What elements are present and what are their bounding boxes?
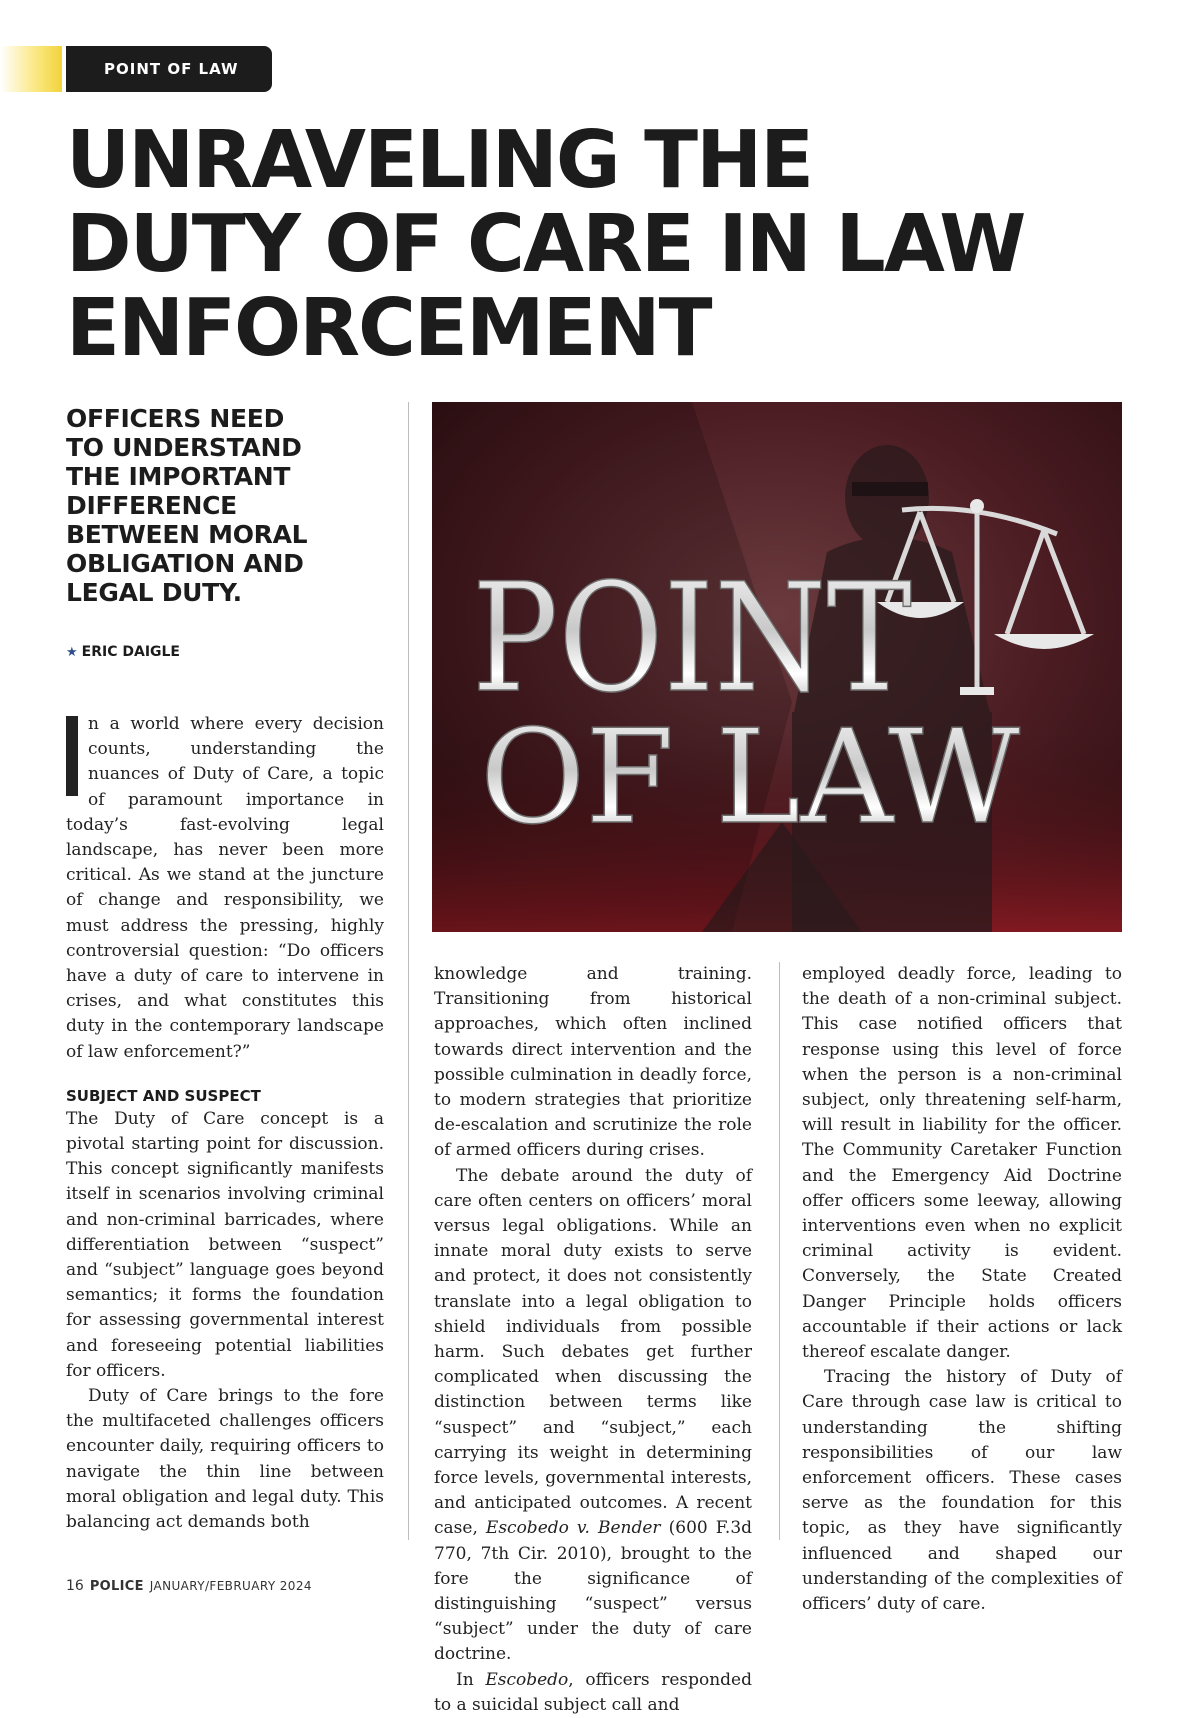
section-label: POINT OF LAW	[66, 46, 272, 92]
deck-line: TO UNDERSTAND	[66, 433, 302, 462]
column-divider	[408, 402, 409, 1540]
article-column-1	[66, 712, 384, 1535]
point-of-law-illustration	[432, 402, 1122, 932]
headline-line: ENFORCEMENT	[66, 282, 711, 374]
column-divider	[779, 962, 780, 1540]
blindfold	[852, 482, 928, 496]
article-column-2	[434, 962, 752, 1718]
headline	[66, 114, 1146, 374]
body-paragraph	[434, 1164, 752, 1668]
star-icon: ★	[66, 645, 78, 660]
intro-text: n a world where every decision counts, understanding the nuances of Duty of Care, a topic of paramount importance in today’s fast-evolving legal landscape, has never been more critical. As we stand at the juncture of change and responsibility, we must address the pressing, highly controversial question: “Do officers have a duty of care to intervene in crises, and what constitutes this duty in the contemporary landscape of law enforcement?”	[66, 714, 384, 1062]
deck-line: THE IMPORTANT	[66, 462, 291, 491]
paragraph-text: In	[456, 1669, 474, 1690]
author-name: ERIC DAIGLE	[81, 644, 180, 660]
body-paragraph: Tracing the history of Duty of Care through case law is critical to understanding the shifting responsibilities of our law enforcement officers. These cases serve as the foundation for this topic, as they have significantly influenced and shaped our understanding of the complexities of officers’ duty of care.	[802, 1367, 1122, 1615]
deck-line: LEGAL DUTY.	[66, 578, 242, 607]
intro-paragraph	[66, 712, 384, 1065]
page-footer	[66, 1578, 312, 1594]
deck-line: OBLIGATION AND	[66, 549, 304, 578]
illustration-art	[432, 402, 1122, 932]
deck	[66, 404, 366, 607]
deck-line: OFFICERS NEED	[66, 404, 285, 433]
body-paragraph-continued: knowledge and training. Transitioning from historical approaches, which often inclined towards direct intervention and the possible culmination in deadly force, to modern strategies that prioritize de-escalation and scrutinize the role of armed officers during crises.	[434, 964, 752, 1161]
case-citation: Escobedo	[485, 1669, 569, 1690]
paragraph-text: The debate around the duty of care often centers on officers’ moral versus legal obligations. While an innate moral duty exists to serve and protect, it does not consistently translate into a legal obligation to shield individuals from possible harm. Such debates get further complicated when discussing the distinction between terms like “suspect” and “subject,” each carrying its weight in determining force levels, governmental interests, and anticipated outcomes. A recent case,	[434, 1165, 752, 1539]
paragraph-text: , officers responded to a suicidal subject call and	[434, 1669, 753, 1715]
magazine-name: POLICE	[89, 1579, 144, 1594]
paragraph-text: (600 F.3d 770, 7th Cir. 2010), brought to the fore the significance of distinguishing “suspect” versus “subject” under the duty of care doctrine.	[434, 1518, 753, 1665]
case-citation: Escobedo v. Bender	[485, 1518, 661, 1539]
deck-line: BETWEEN MORAL	[66, 520, 308, 549]
illustration-title-line-1: POINT	[472, 552, 912, 726]
drop-cap	[66, 716, 78, 796]
page-number: 16	[66, 1578, 84, 1594]
headline-line: DUTY OF CARE IN LAW	[66, 198, 1025, 290]
section-tab-accent	[0, 46, 62, 92]
deck-line: DIFFERENCE	[66, 491, 237, 520]
headline-line: UNRAVELING THE	[66, 114, 813, 206]
byline	[66, 644, 180, 660]
body-paragraph: The Duty of Care concept is a pivotal starting point for discussion. This concept significantly manifests itself in scenarios involving criminal and non-criminal barricades, where differentiation between “suspect” and “subject” language goes beyond semantics; it forms the foundation for assessing governmental interest and foreseeing potential liabilities for officers.	[66, 1108, 384, 1381]
body-paragraph	[434, 1668, 752, 1718]
issue-date: JANUARY/FEBRUARY 2024	[149, 1579, 312, 1593]
illustration-title-line-2: OF LAW	[480, 701, 1021, 853]
subhead: SUBJECT AND SUSPECT	[66, 1086, 261, 1105]
article-column-3	[802, 962, 1122, 1617]
body-paragraph-continued: employed deadly force, leading to the death of a non-criminal subject. This case notified officers that response using this level of force when the person is a non-criminal subject, only threatening self-harm, will result in liability for the officer. The Community Caretaker Function and the Emergency Aid Doctrine offer officers some leeway, allowing interventions even when no explicit criminal activity is evident. Conversely, the State Created Danger Principle holds officers accountable if their actions or lack thereof escalate danger.	[802, 964, 1122, 1363]
body-paragraph: Duty of Care brings to the fore the multifaceted challenges officers encounter daily, requiring officers to navigate the thin line between moral obligation and legal duty. This balancing act demands both	[66, 1386, 384, 1533]
